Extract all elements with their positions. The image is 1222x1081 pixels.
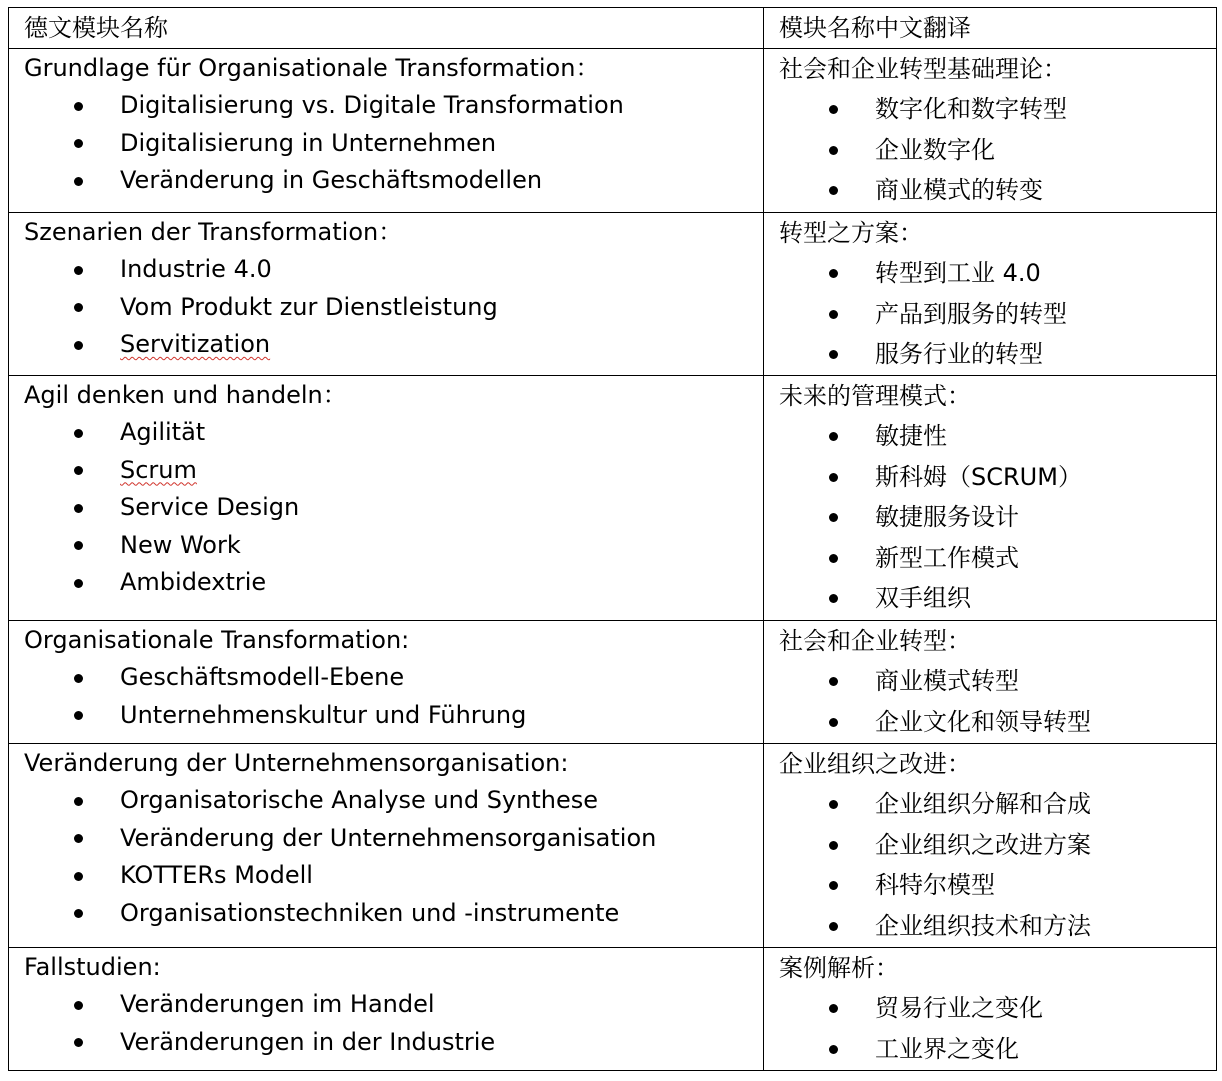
table-row	[9, 49, 1217, 213]
module-zh-list	[779, 416, 1216, 619]
list-item-text: 工业界之变化	[875, 1034, 1019, 1063]
bullet-icon	[829, 1004, 838, 1013]
table-row	[9, 376, 1217, 621]
list-item	[779, 988, 1216, 1029]
list-item	[779, 702, 1216, 743]
module-de-list	[24, 659, 763, 734]
list-item	[24, 782, 763, 820]
list-item	[24, 489, 763, 527]
list-item	[24, 527, 763, 565]
list-item-text: New Work	[120, 530, 241, 559]
module-zh-title: 企业组织之改进：	[779, 750, 971, 778]
bullet-icon	[829, 186, 838, 195]
module-zh-list	[779, 988, 1216, 1069]
bullet-icon	[829, 841, 838, 850]
list-item-text: Digitalisierung vs. Digitale Transformation	[120, 91, 624, 119]
bullet-icon	[74, 674, 83, 683]
header-de-label: 德文模块名称	[24, 14, 168, 42]
bullet-icon	[829, 800, 838, 809]
list-item	[779, 865, 1216, 906]
bullet-icon	[829, 922, 838, 931]
bullet-icon	[829, 554, 838, 563]
bullet-icon	[829, 513, 838, 522]
list-item-text: Scrum	[120, 455, 197, 484]
list-item	[24, 326, 763, 364]
bullet-icon	[74, 139, 83, 148]
list-item	[779, 784, 1216, 825]
module-zh-title: 转型之方案：	[779, 219, 923, 247]
module-de-cell	[9, 376, 764, 621]
list-item-text: 企业组织技术和方法	[875, 911, 1091, 940]
list-item	[779, 578, 1216, 619]
list-item	[779, 334, 1216, 375]
module-zh-cell	[764, 948, 1217, 1071]
list-item	[24, 251, 763, 289]
list-item-text: 数字化和数字转型	[875, 95, 1067, 123]
module-zh-cell	[764, 744, 1217, 948]
header-cell-zh	[764, 8, 1217, 49]
list-item-text: 企业文化和领导转型	[875, 707, 1091, 736]
list-item-text: Servitization	[120, 330, 271, 358]
module-de-title: Agil denken und handeln：	[24, 381, 347, 409]
list-item	[24, 564, 763, 602]
module-zh-title: 社会和企业转型基础理论：	[779, 55, 1067, 83]
module-de-list	[24, 87, 763, 200]
bullet-icon	[74, 909, 83, 918]
list-item	[24, 857, 763, 895]
list-item-text: 双手组织	[875, 584, 971, 612]
list-item-text: 贸易行业之变化	[875, 994, 1043, 1022]
list-item	[779, 538, 1216, 579]
module-zh-cell	[764, 213, 1217, 376]
module-zh-cell	[764, 376, 1217, 621]
bullet-icon	[829, 146, 838, 155]
module-de-title: Szenarien der Transformation：	[24, 218, 403, 246]
module-zh-cell	[764, 49, 1217, 213]
module-de-list	[24, 414, 763, 602]
module-zh-cell	[764, 621, 1217, 744]
list-item	[779, 294, 1216, 335]
bullet-icon	[829, 594, 838, 603]
bullet-icon	[829, 881, 838, 890]
module-de-list	[24, 986, 763, 1061]
module-de-cell	[9, 49, 764, 213]
list-item	[24, 1024, 763, 1062]
module-zh-title: 案例解析：	[779, 954, 899, 982]
list-item	[779, 661, 1216, 702]
list-item-text: 转型到工业 4.0	[875, 259, 1041, 287]
list-item	[24, 697, 763, 735]
list-item	[779, 416, 1216, 457]
bullet-icon	[829, 310, 838, 319]
list-item	[24, 125, 763, 163]
list-item-text: 服务行业的转型	[875, 340, 1043, 368]
bullet-icon	[829, 105, 838, 114]
list-item-text: Digitalisierung in Unternehmen	[120, 128, 497, 157]
list-item-text: 企业数字化	[875, 135, 995, 164]
module-de-list	[24, 251, 763, 364]
list-item-text: Ambidextrie	[120, 568, 267, 596]
bullet-icon	[74, 797, 83, 806]
module-de-cell	[9, 744, 764, 948]
list-item-text: 企业组织分解和合成	[875, 790, 1091, 818]
list-item	[779, 457, 1216, 498]
list-item-text: Unternehmenskultur und Führung	[120, 700, 527, 729]
module-de-cell	[9, 213, 764, 376]
list-item-text: Organisationstechniken und -instrumente	[120, 898, 620, 927]
table-row	[9, 213, 1217, 376]
list-item-text: KOTTERs Modell	[120, 861, 313, 889]
bullet-icon	[829, 718, 838, 727]
list-item-text: 科特尔模型	[875, 871, 995, 899]
table-row	[9, 744, 1217, 948]
header-zh-label: 模块名称中文翻译	[779, 14, 971, 42]
bullet-icon	[829, 269, 838, 278]
module-de-title: Grundlage für Organisationale Transformation：	[24, 54, 600, 82]
bullet-icon	[829, 432, 838, 441]
bullet-icon	[74, 429, 83, 438]
list-item	[24, 414, 763, 452]
list-item-text: Geschäftsmodell-Ebene	[120, 663, 405, 691]
list-item	[779, 1029, 1216, 1070]
list-item-text: 新型工作模式	[875, 543, 1019, 572]
list-item-text: Veränderung der Unternehmensorganisation	[120, 823, 657, 852]
list-item-text: Service Design	[120, 493, 300, 521]
module-zh-list	[779, 784, 1216, 946]
bullet-icon	[74, 834, 83, 843]
list-item-text: 斯科姆（SCRUM）	[875, 462, 1082, 491]
list-item-text: 敏捷性	[875, 422, 947, 450]
bullet-icon	[74, 466, 83, 475]
module-de-title: Fallstudien:	[24, 953, 161, 981]
bullet-icon	[829, 1045, 838, 1054]
list-item-text: Vom Produkt zur Dienstleistung	[120, 292, 498, 321]
module-de-title: Veränderung der Unternehmensorganisation:	[24, 749, 569, 777]
list-item	[24, 162, 763, 200]
bullet-icon	[74, 1038, 83, 1047]
list-item	[24, 986, 763, 1024]
bullet-icon	[74, 102, 83, 111]
header-cell-de	[9, 8, 764, 49]
list-item-text: 商业模式的转变	[875, 176, 1043, 204]
table-row	[9, 948, 1217, 1071]
bullet-icon	[74, 341, 83, 350]
bullet-icon	[74, 504, 83, 513]
bullet-icon	[74, 541, 83, 550]
list-item-text: 产品到服务的转型	[875, 299, 1067, 328]
list-item-text: 商业模式转型	[875, 667, 1019, 695]
list-item	[779, 497, 1216, 538]
list-item-text: 企业组织之改进方案	[875, 830, 1091, 859]
list-item-text: Organisatorische Analyse und Synthese	[120, 786, 598, 814]
module-de-list	[24, 782, 763, 932]
list-item	[24, 895, 763, 933]
list-item-text: 敏捷服务设计	[875, 503, 1019, 531]
list-item	[24, 820, 763, 858]
module-de-cell	[9, 621, 764, 744]
bullet-icon	[829, 350, 838, 359]
list-item	[24, 289, 763, 327]
list-item	[779, 130, 1216, 171]
bullet-icon	[74, 266, 83, 275]
bullet-icon	[74, 872, 83, 881]
module-zh-list	[779, 253, 1216, 375]
list-item	[24, 87, 763, 125]
module-zh-title: 未来的管理模式：	[779, 382, 971, 410]
list-item	[779, 253, 1216, 294]
list-item	[779, 89, 1216, 130]
list-item-text: Veränderungen im Handel	[120, 990, 435, 1018]
bullet-icon	[74, 1001, 83, 1010]
module-zh-title: 社会和企业转型：	[779, 627, 971, 655]
list-item-text: Industrie 4.0	[120, 255, 272, 283]
module-zh-list	[779, 661, 1216, 742]
list-item-text: Agilität	[120, 418, 206, 446]
bullet-icon	[829, 473, 838, 482]
list-item	[779, 906, 1216, 947]
list-item-text: Veränderungen in der Industrie	[120, 1027, 496, 1056]
list-item	[779, 825, 1216, 866]
list-item-text: Veränderung in Geschäftsmodellen	[120, 166, 543, 194]
list-item	[779, 170, 1216, 211]
table-header-row	[9, 8, 1217, 49]
module-table	[8, 7, 1217, 1071]
bullet-icon	[74, 303, 83, 312]
module-de-cell	[9, 948, 764, 1071]
bullet-icon	[829, 677, 838, 686]
table-row	[9, 621, 1217, 744]
list-item	[24, 659, 763, 697]
module-zh-list	[779, 89, 1216, 211]
bullet-icon	[74, 711, 83, 720]
bullet-icon	[74, 177, 83, 186]
bullet-icon	[74, 579, 83, 588]
module-de-title: Organisationale Transformation:	[24, 626, 410, 654]
list-item	[24, 452, 763, 490]
